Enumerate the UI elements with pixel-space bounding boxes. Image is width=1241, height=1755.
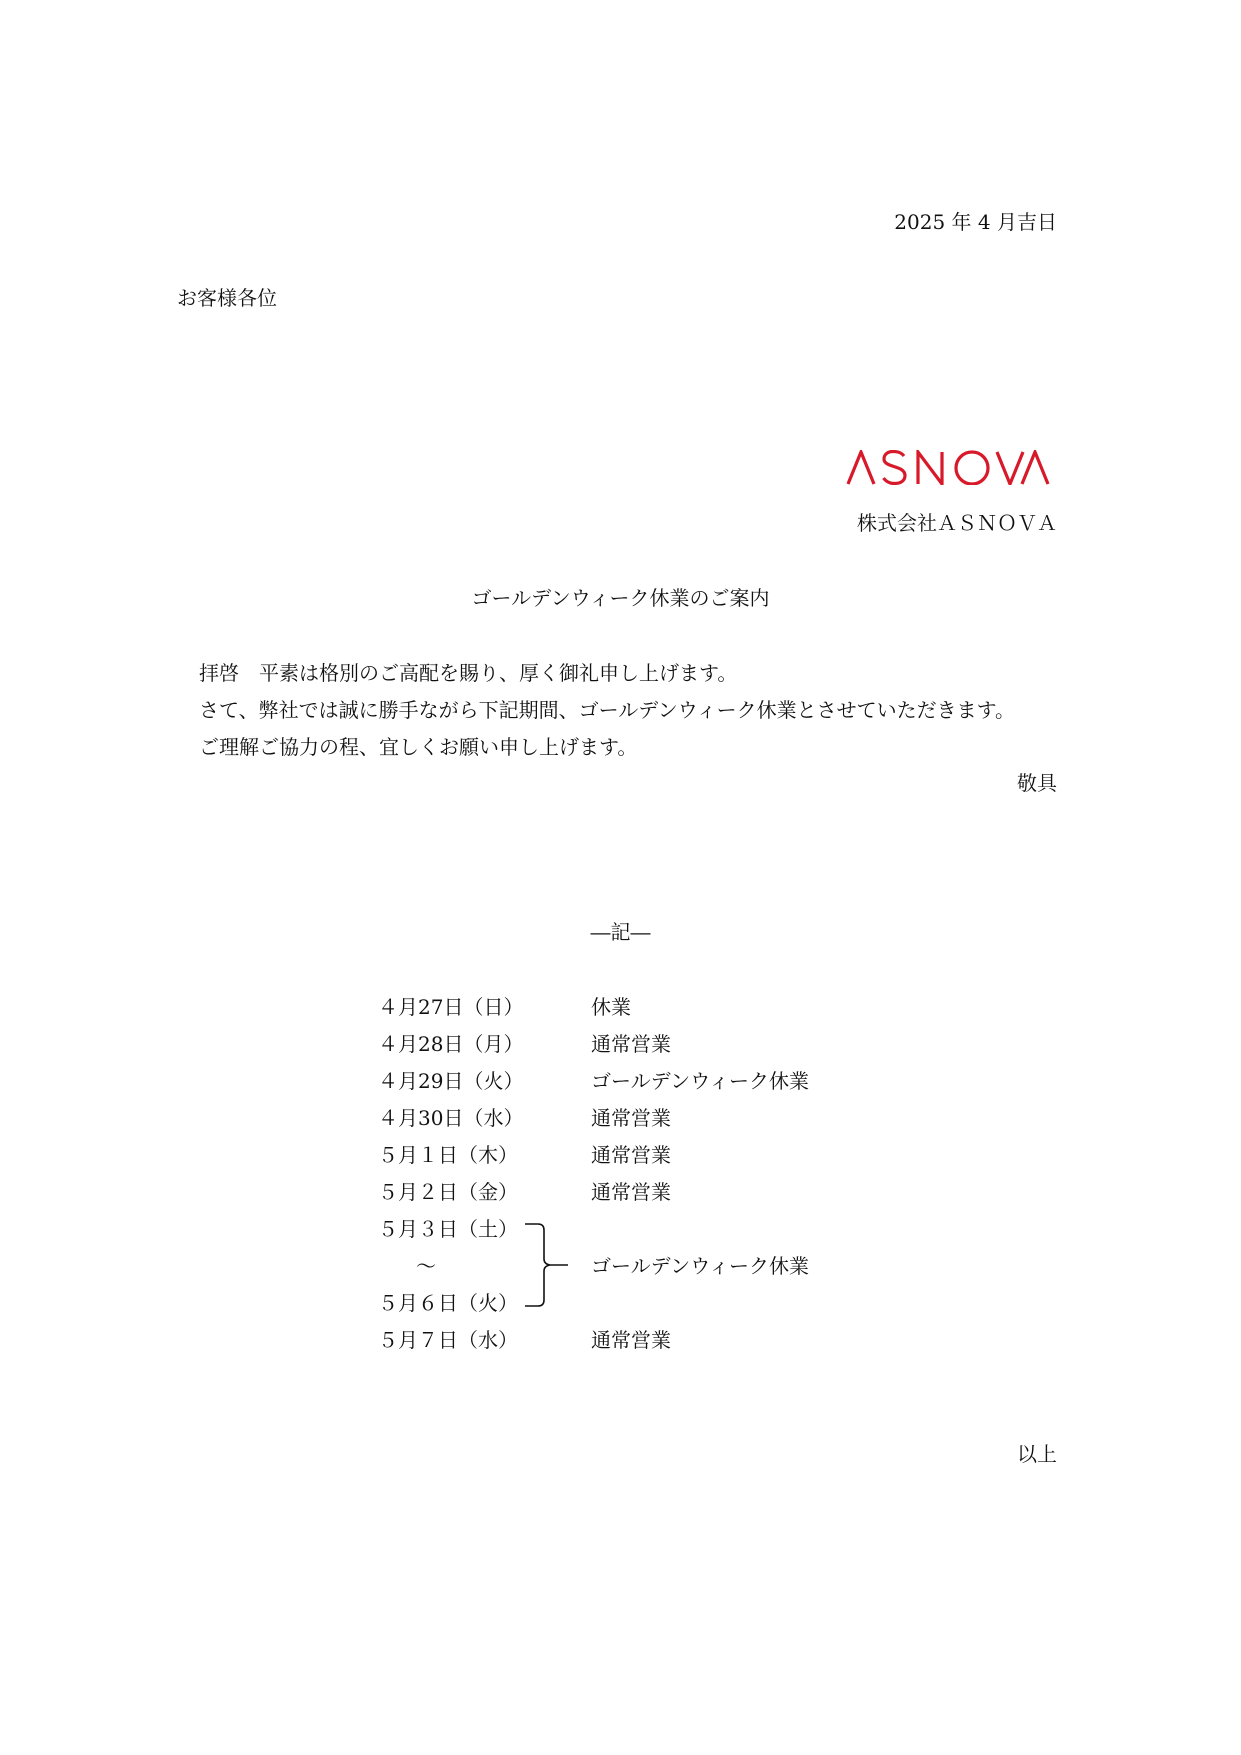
schedule-status: 通常営業 (591, 1180, 671, 1204)
schedule-date: ４月29日（火） (378, 1069, 524, 1093)
schedule-status: ゴールデンウィーク休業 (591, 1069, 809, 1093)
schedule-date: ５月７日（水） (378, 1328, 518, 1352)
schedule-date: ４月30日（水） (378, 1106, 524, 1130)
body-line: さて、弊社では誠に勝手ながら下記期間、ゴールデンウィーク休業とさせていただきます。 (199, 698, 1015, 722)
company-name: 株式会社ＡＳＮＯＶＡ (857, 511, 1057, 535)
schedule-status: 通常営業 (591, 1328, 671, 1352)
schedule-date: ５月２日（金） (378, 1180, 518, 1204)
greeting-line: 拝啓 平素は格別のご高配を賜り、厚く御礼申し上げます。 (199, 661, 738, 685)
notice-title: ゴールデンウィーク休業のご案内 (471, 586, 770, 610)
range-end-date: ５月６日（火） (378, 1291, 518, 1315)
schedule-status: 通常営業 (591, 1143, 671, 1167)
recipient: お客様各位 (177, 286, 277, 310)
schedule-date: ４月28日（月） (378, 1032, 524, 1056)
range-brace (524, 1222, 570, 1308)
schedule-status: 通常営業 (591, 1106, 671, 1130)
range-start-date: ５月３日（土） (378, 1217, 518, 1241)
asnova-logo (846, 450, 1050, 485)
schedule-date: ５月１日（木） (378, 1143, 518, 1167)
closing-word: 敬具 (1017, 771, 1057, 795)
schedule-status: 通常営業 (591, 1032, 671, 1056)
end-mark: 以上 (1017, 1442, 1057, 1466)
letter-date: 2025 年 4 月吉日 (894, 210, 1057, 234)
range-tilde: ～ (416, 1254, 436, 1278)
body-line: ご理解ご協力の程、宜しくお願い申し上げます。 (199, 735, 638, 759)
schedule-date: ４月27日（日） (378, 995, 524, 1019)
schedule-status: 休業 (591, 995, 631, 1019)
record-heading: ―記― (590, 920, 651, 944)
range-status: ゴールデンウィーク休業 (591, 1254, 809, 1278)
